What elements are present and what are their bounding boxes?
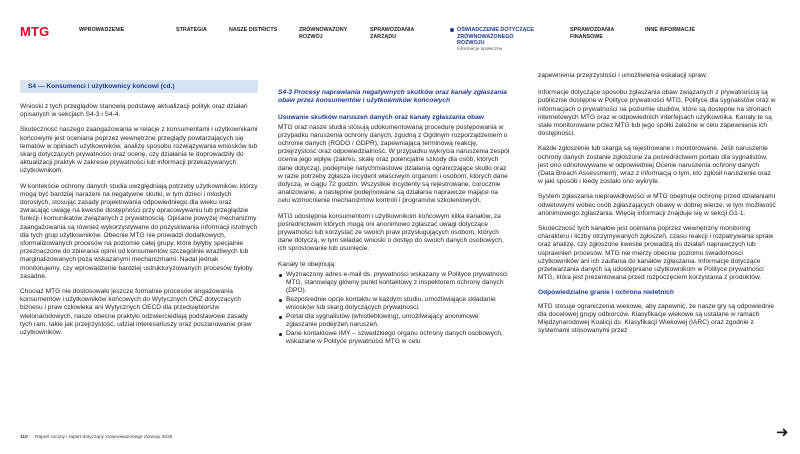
paragraph: MTG udostępnia konsumentom i użytkownikom końcowym kilka kanałów, za pośrednictwem których mogą oni anonimowo zgłaszać uwagi dotyczące prywatności lub korzystać ze swoich praw przysługujących osobom, których dane dotyczą, w tym składać wnioski o dostęp do swoich danych osobowych, ich sprostowanie lub usunięcie. — [278, 212, 504, 253]
paragraph: zapewnienia przejrzystości i umożliwienia eskalacji spraw. — [538, 72, 708, 79]
section-heading-s4-3: S4-3 Procesy naprawiania negatywnych skutków oraz kanały zgłaszania obaw przez konsumentów i użytkowników końcowych — [278, 89, 507, 105]
list-item: Portal dla sygnalistów (whistleblowing), umożliwiający anonimowe zgłaszanie podejrzeń naruszeń. — [278, 313, 510, 329]
paragraph: Wnioski z tych przeglądów stanowią podstawę aktualizacji polityk oraz działań opisanych w sekcjach S4-3 i S4-4. — [20, 103, 248, 119]
column-2 — [278, 89, 510, 347]
arrow-right-icon[interactable]: ➜ — [776, 424, 789, 441]
nav-wprowadzenie[interactable]: WPROWADZENIE — [79, 27, 125, 33]
section-tag: S4 — Konsumenci i użytkownicy końcowi (cd.) — [20, 80, 258, 93]
paragraph: Każde zgłoszenie lub skarga są rejestrowane i monitorowane. Jeśli naruszenie ochrony danych zostanie zgłoszone za pośrednictwem portalu dla sygnalistów, jest ono odnotowywane w odpowiedniej Ocenie naruszenia ochrony danych (Data Breach Assessment), wraz z informacją o tym, kto zgłosił naruszenie oraz w jaki sposób i kiedy zostało ono wykryte. — [538, 145, 771, 186]
page-number: 110 — [20, 435, 28, 440]
column-3 — [538, 72, 776, 342]
active-indicator-dot — [450, 28, 454, 32]
nav-oswiadczenie-sub: Informacje społeczne — [457, 46, 503, 52]
report-title: Raport roczny i raport dotyczący zrównoważonego rozwoju 2025 — [35, 435, 173, 440]
nav-sprawozdania-finansowe[interactable]: SPRAWOZDANIA FINANSOWE — [570, 27, 615, 40]
list-intro: Kanały te obejmują: — [278, 260, 336, 268]
paragraph: MTG oraz nasze studia stosują udokumentowaną procedurę postępowania w przypadku naruszenia ochrony danych, zgodną z Ogólnym rozporządzeniem o ochronie danych (RODO / GDPR), zapewniającą terminową reakcję, przejrzystość oraz odpowiedzialność. W przypadku wykrycia naruszenia zespół ocenia jego wpływ (zakres, skalę oraz potencjalne szkody dla osób, których dane dotyczą), podejmuje natychmiastowe działania ograniczające skutki oraz w razie potrzeby zgłasza incydent właściwym organom i osobom, których dane dotyczą, w ciągu 72 godzin. Wszystkie incydenty są rejestrowane, corocznie analizowane, a następnie podejmowane są działania naprawcze mające na celu wzmocnienie mechanizmów kontroli i programów szkoleniowych. — [278, 123, 510, 205]
list-item: Bezpośrednie opcje kontaktu w każdym studiu, umożliwiające składanie wniosków lub skarg dotyczących prywatności. — [278, 296, 510, 312]
nav-inne-informacje[interactable]: INNE INFORMACJE — [645, 27, 696, 33]
paragraph: Skuteczność tych kanałów jest oceniana poprzez wewnętrzny monitoring charakteru i liczby otrzymywanych zgłoszeń, czasu reakcji i rozpatrywania spraw oraz analizę, czy zgłoszone kwestie prowadzą do działań naprawczych lub usprawnień procesów. MTG nie mierzy obecnie poziomu świadomości użytkowników ani ich zaufania do kanałów zgłaszania. Informacje dotyczące przetwarzania danych są udostępniane użytkownikom w Polityce prywatności MTG, która jest prezentowana przed rozpoczęciem korzystania z produktów. — [538, 225, 774, 282]
paragraph: W kontekście ochrony danych studia uwzględniają potrzeby użytkowników, którzy mogą być bardziej narażeni na negatywne skutki, w tym dzieci i młodych dorosłych, stosując zasady projektowania odpowiedniego dla wieku oraz zwracając uwagę na kwestie dostępności przy opracowywaniu lub przeglądzie funkcji i komunikatów związanych z prywatnością. Opisane powyżej mechanizmy zaangażowania są również wykorzystywane do pozyskiwania informacji istotnych dla tych grup użytkowników. Obecnie MTG nie prowadzi dodatkowych, sformalizowanych procesów na poziomie całej grupy, które byłyby specjalnie przeznaczone do zbierania opinii od konsumentów szczególnie wrażliwych lub marginalizowanych poza wskazanymi mechanizmami. Nadal jednak monitorujemy, czy wprowadzenie bardziej ustrukturyzowanych procesów byłoby zasadne. — [20, 182, 258, 280]
nav-strategia[interactable]: STRATEGIA — [176, 27, 207, 33]
page-footer — [20, 435, 172, 440]
subheading-responsible-gaming: Odpowiedzialne granie i ochrona nieletnich — [538, 289, 674, 297]
paragraph: Informacje dotyczące sposobu zgłaszania obaw związanych z prywatnością są publicznie dostępne w Polityce prywatności MTG, Polityce dla sygnalistów oraz w informacjach o prywatności na poziomie studiów, które są dostępne na stronach internetowych MTG oraz w odpowiednich interfejsach użytkownika. Kanały te są stale monitorowane przez MTG lub jego spółki zależne w celu zapewnienia ich dostępności. — [538, 89, 776, 138]
paragraph: MTG stosuje ograniczenia wiekowe, aby zapewnić, że nasze gry są odpowiednie dla docelowej grupy odbiorców. Klasyfikacje wiekowe są ustalane w ramach Międzynarodowej Koalicji ds. Klasyfikacji Wiekowej (IARC) oraz zgodnie z systemami stosowanymi przez — [538, 302, 775, 335]
nav-oswiadczenie[interactable] — [457, 27, 539, 53]
nav-nasze-districts[interactable]: NASZE DISTRICTS — [229, 27, 278, 33]
paragraph: Chociaż MTG nie dostosowało jeszcze formalnie procesów angażowania konsumentów i użytkowników końcowych do Wytycznych ONZ dotyczących biznesu i praw człowieka ani Wytycznych OECD dla przedsiębiorstw wielonarodowych, nasze obecne praktyki odzwierciedlają podstawowe zasady tych ram, takie jak przejrzystość, udział interesariuszy oraz poszanowanie praw użytkowników. — [20, 288, 252, 337]
top-navigation — [0, 0, 800, 62]
list-item: Wyznaczony adres e-mail ds. prywatności wskazany w Polityce prywatności MTG, stanowiący główny punkt kontaktowy z inspektorem ochrony danych (DPO). — [278, 271, 510, 296]
nav-sprawozdania-zarzadu[interactable]: SPRAWOZDANIA ZARZĄDU — [370, 27, 415, 40]
list-item: Dane kontaktowe IMY – szwedzkiego organu ochrony danych osobowych, wskazane w Polityce prywatności MTG w celu — [278, 330, 510, 346]
paragraph: Skuteczność naszego zaangażowania w relacje z konsumentami i użytkownikami końcowymi jest oceniana poprzez wewnętrzne przeglądy powtarzających się tematów w opiniach użytkowników, analizę sposobu rozwiązywania wniosków lub skarg dotyczących prywatności oraz ocenę, czy działania te doprowadziły do aktualizacji praktyk w zakresie prywatności lub informacji przekazywanych użytkownikom. — [20, 126, 258, 175]
mtg-logo[interactable]: MTG — [20, 24, 50, 39]
column-1 — [20, 103, 260, 344]
subheading-breach: Usuwanie skutków naruszeń danych oraz kanały zgłaszania obaw — [278, 114, 484, 122]
nav-zrownowazony-rozwoj[interactable]: ZRÓWNOWAŻONY ROZWÓJ — [299, 27, 348, 40]
paragraph: System zgłaszania nieprawidłowości w MTG obejmuje ochronę przed działaniami odwetowymi wobec osób zgłaszających obawy w dobrej wierze, w tym możliwość anonimowego zgłaszania. Więcej informacji znajduje się w sekcji G1-1. — [538, 193, 776, 217]
nav-oswiadczenie-label: OŚWIADCZENIE DOTYCZĄCE ZRÓWNOWAŻONEGO ROZWOJU — [457, 27, 534, 47]
channels-list — [278, 271, 510, 346]
